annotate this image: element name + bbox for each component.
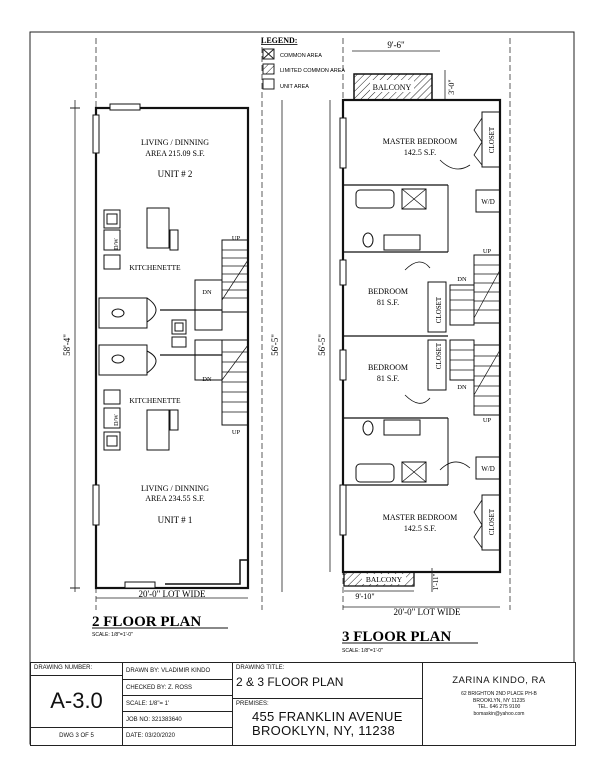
plan2-up-bottom: UP: [231, 429, 241, 436]
plan3-wd-bottom: W/D: [481, 465, 495, 473]
plan-2nd-floor: [62, 38, 282, 638]
plan2-dn-top: DN: [202, 289, 212, 296]
plan3-inner-dim: 56'-5": [317, 334, 327, 356]
plan2-scale: SCALE: 1/8"=1'-0": [92, 632, 133, 638]
title-block: [30, 662, 576, 746]
dwg-of: DWG 3 OF 5: [31, 728, 123, 745]
plan3-balcony-bottom: BALCONY: [365, 575, 403, 584]
drawing-title: 2 & 3 FLOOR PLAN: [236, 675, 344, 690]
plan3-up-bottom: UP: [482, 417, 492, 424]
legend: [261, 36, 345, 90]
checked-by: CHECKED BY: Z. ROSS: [123, 680, 233, 696]
date: DATE: 03/20/2020: [123, 728, 233, 745]
plan2-title: 2 FLOOR PLAN: [92, 614, 202, 630]
bedroom-b-label: BEDROOM: [367, 363, 409, 372]
master-bedroom-top-area: 142.5 S.F.: [403, 148, 437, 157]
architect-name: ZARINA KINDO, RA: [452, 675, 546, 686]
unit2-area-label: LIVING / DINNING: [141, 138, 209, 147]
hatched-box-icon: [263, 64, 274, 74]
plan-3rd-floor: [317, 38, 510, 654]
plan2-dw-bottom: D/W: [114, 414, 120, 426]
crossed-box-icon: [263, 49, 274, 59]
plan2-dn-bottom: DN: [202, 376, 212, 383]
drawing-number: A-3.0: [31, 676, 123, 728]
plan3-closet-1: CLOSET: [488, 126, 496, 154]
drawing-number-label: DRAWING NUMBER:: [31, 663, 123, 676]
bedroom-b-area: 81 S.F.: [376, 374, 400, 383]
plan2-dw-top: D/W: [114, 238, 120, 250]
bedroom-a-label: BEDROOM: [367, 287, 409, 296]
drawn-by: DRAWN BY: VLADIMIR KINDO: [123, 663, 233, 680]
architect-tel: TEL. 646 275 9100: [477, 704, 521, 711]
plan3-scale: SCALE: 1/8"=1'-0": [342, 648, 383, 654]
empty-box-icon: [263, 79, 274, 89]
unit2-name: UNIT # 2: [157, 169, 193, 179]
unit1-area-value: AREA 234.55 S.F.: [145, 494, 205, 503]
plan2-up-top: UP: [231, 235, 241, 242]
address-line-1: 455 FRANKLIN AVENUE: [252, 709, 403, 725]
scale: SCALE: 1/8"= 1': [123, 696, 233, 712]
master-bedroom-bottom-label: MASTER BEDROOM: [382, 513, 458, 522]
plan3-balcony-width: 9'-6": [387, 40, 405, 50]
drawing-title-label: DRAWING TITLE:: [236, 665, 285, 671]
architect-email: bomaskin@yahoo.com: [473, 711, 525, 718]
plan3-width-dim: 20'-0" LOT WIDE: [393, 607, 461, 617]
plan3-wd-top: W/D: [481, 198, 495, 206]
plan2-height-dim: 58'-4": [62, 334, 72, 356]
legend-title: LEGEND:: [261, 36, 298, 45]
plan2-kitchen-bottom: KITCHENETTE: [129, 396, 181, 405]
plan2-inner-dim: 56'-5": [270, 334, 280, 356]
drawing-title-box: [233, 663, 423, 699]
plan3-up-top: UP: [482, 248, 492, 255]
premises-box: [233, 699, 423, 745]
architect-box: [423, 663, 575, 745]
plan3-closet-3: CLOSET: [435, 342, 443, 370]
legend-item-unit: UNIT AREA: [280, 84, 309, 90]
bedroom-a-area: 81 S.F.: [376, 298, 400, 307]
legend-item-common: COMMON AREA: [280, 53, 322, 59]
premises-label: PREMISES:: [236, 701, 269, 707]
architect-address-1: 62 BRIGHTON 2ND PLACE PH-B: [461, 690, 537, 697]
address-line-2: BROOKLYN, NY, 11238: [252, 723, 395, 739]
plan3-balcony-depth: 3'-0": [447, 79, 456, 95]
plan3-balcony-top: BALCONY: [372, 83, 412, 92]
plan3-dn-bottom: DN: [457, 384, 467, 391]
unit1-name: UNIT # 1: [157, 515, 193, 525]
job-no: JOB NO: 321383640: [123, 712, 233, 728]
plan3-title: 3 FLOOR PLAN: [342, 629, 452, 645]
master-bedroom-bottom-area: 142.5 S.F.: [403, 524, 437, 533]
unit2-area-value: AREA 215.09 S.F.: [145, 149, 205, 158]
plan3-bottom-balcony-depth: 1'-11": [432, 573, 440, 591]
legend-item-limited: LIMITED COMMON AREA: [280, 68, 346, 74]
master-bedroom-top-label: MASTER BEDROOM: [382, 137, 458, 146]
unit1-area-label: LIVING / DINNING: [141, 484, 209, 493]
plan3-dn-top: DN: [457, 276, 467, 283]
plan2-kitchen-top: KITCHENETTE: [129, 263, 181, 272]
plan3-closet-4: CLOSET: [488, 508, 496, 536]
plan3-closet-2: CLOSET: [435, 296, 443, 324]
architect-address-2: BROOKLYN, NY 11235: [473, 697, 525, 704]
plan3-bottom-balcony-width: 9'-10": [355, 592, 375, 601]
plan2-width-dim: 20'-0" LOT WIDE: [138, 589, 206, 599]
